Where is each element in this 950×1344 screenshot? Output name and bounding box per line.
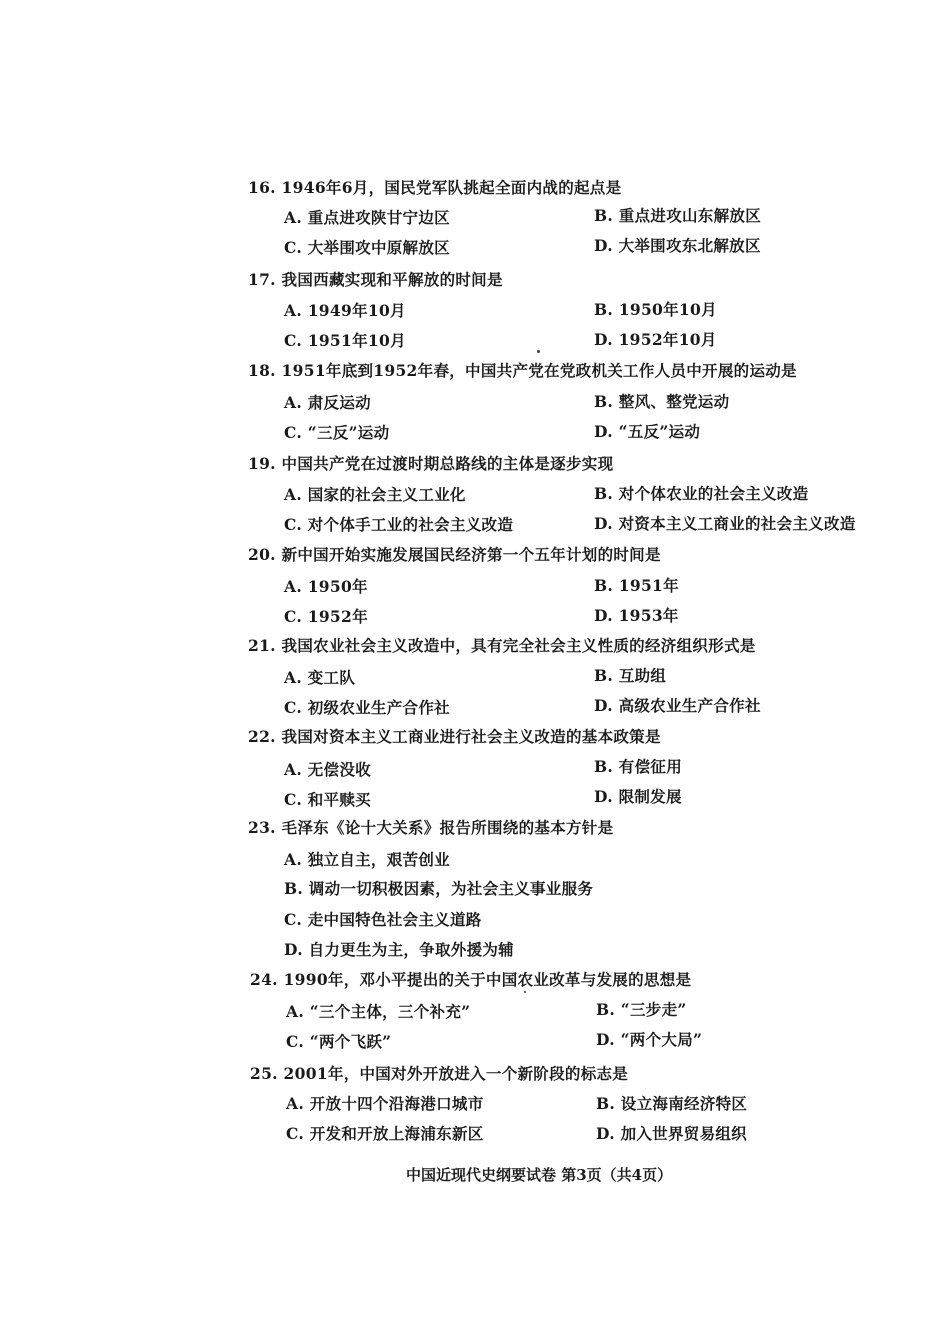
question-20-stem: 20. 新中国开始实施发展国民经济第一个五年计划的时间是 — [248, 545, 661, 564]
question-24-option-a: A. “三个主体，三个补充” — [286, 1002, 471, 1021]
question-21-option-c: C. 初级农业生产合作社 — [284, 698, 450, 717]
question-19-option-a: A. 国家的社会主义工业化 — [284, 485, 466, 504]
question-21-option-d: D. 高级农业生产合作社 — [594, 696, 761, 715]
question-22-stem: 22. 我国对资本主义工商业进行社会主义改造的基本政策是 — [248, 727, 661, 746]
page-footer: 中国近现代史纲要试卷 第3页（共4页） — [406, 1166, 673, 1184]
question-24-option-b: B. “三步走” — [596, 1000, 687, 1019]
question-18-stem: 18. 1951年底到1952年春，中国共产党在党政机关工作人员中开展的运动是 — [248, 361, 797, 380]
question-16-option-c: C. 大举围攻中原解放区 — [284, 238, 450, 257]
question-22-option-b: B. 有偿征用 — [594, 757, 682, 776]
question-21-stem: 21. 我国农业社会主义改造中，具有完全社会主义性质的经济组织形式是 — [248, 636, 756, 655]
question-23-option-d: D. 自力更生为主，争取外援为辅 — [284, 940, 514, 959]
question-17-option-c: C. 1951年10月 — [284, 331, 406, 350]
question-25-stem: 25. 2001年，中国对外开放进入一个新阶段的标志是 — [250, 1064, 629, 1083]
question-18-option-a: A. 肃反运动 — [284, 393, 371, 412]
question-19-option-b: B. 对个体农业的社会主义改造 — [594, 484, 809, 503]
question-20-option-c: C. 1952年 — [284, 607, 368, 626]
question-17-stem: 17. 我国西藏实现和平解放的时间是 — [248, 270, 503, 289]
question-24-stem: 24. 1990年，邓小平提出的关于中国农业改革与发展的思想是 — [250, 970, 692, 989]
question-18-option-d: D. “五反”运动 — [594, 422, 701, 441]
question-19-option-d: D. 对资本主义工商业的社会主义改造 — [594, 514, 856, 533]
question-24-option-d: D. “两个大局” — [596, 1030, 703, 1049]
question-16-option-b: B. 重点进攻山东解放区 — [594, 206, 761, 225]
scan-speck — [537, 350, 540, 353]
question-16-option-a: A. 重点进攻陕甘宁边区 — [284, 208, 450, 227]
question-23-option-b: B. 调动一切积极因素，为社会主义事业服务 — [284, 879, 594, 898]
question-24-option-c: C. “两个飞跃” — [286, 1032, 392, 1051]
question-16-option-d: D. 大举围攻东北解放区 — [594, 236, 761, 255]
question-22-option-d: D. 限制发展 — [594, 787, 682, 806]
question-18-option-c: C. “三反”运动 — [284, 423, 390, 442]
question-21-option-b: B. 互助组 — [594, 666, 667, 685]
question-20-option-d: D. 1953年 — [594, 606, 679, 625]
question-19-stem: 19. 中国共产党在过渡时期总路线的主体是逐步实现 — [248, 454, 614, 473]
question-22-option-c: C. 和平赎买 — [284, 790, 371, 809]
question-20-option-a: A. 1950年 — [284, 577, 368, 596]
question-25-option-c: C. 开发和开放上海浦东新区 — [286, 1124, 484, 1143]
question-25-option-b: B. 设立海南经济特区 — [596, 1094, 748, 1113]
question-21-option-a: A. 变工队 — [284, 668, 356, 687]
question-22-option-a: A. 无偿没收 — [284, 760, 371, 779]
question-16-stem: 16. 1946年6月，国民党军队挑起全面内战的起点是 — [248, 178, 622, 197]
question-17-option-b: B. 1950年10月 — [594, 300, 717, 319]
question-25-option-d: D. 加入世界贸易组织 — [596, 1124, 747, 1143]
question-17-option-d: D. 1952年10月 — [594, 330, 717, 349]
question-20-option-b: B. 1951年 — [594, 576, 679, 595]
question-25-option-a: A. 开放十四个沿海港口城市 — [286, 1094, 484, 1113]
question-17-option-a: A. 1949年10月 — [284, 301, 406, 320]
question-23-stem: 23. 毛泽东《论十大关系》报告所围绕的基本方针是 — [248, 818, 614, 837]
question-18-option-b: B. 整风、整党运动 — [594, 392, 730, 411]
scan-speck — [524, 991, 526, 993]
question-23-option-a: A. 独立自主，艰苦创业 — [284, 850, 450, 869]
question-23-option-c: C. 走中国特色社会主义道路 — [284, 910, 482, 929]
question-19-option-c: C. 对个体手工业的社会主义改造 — [284, 515, 514, 534]
